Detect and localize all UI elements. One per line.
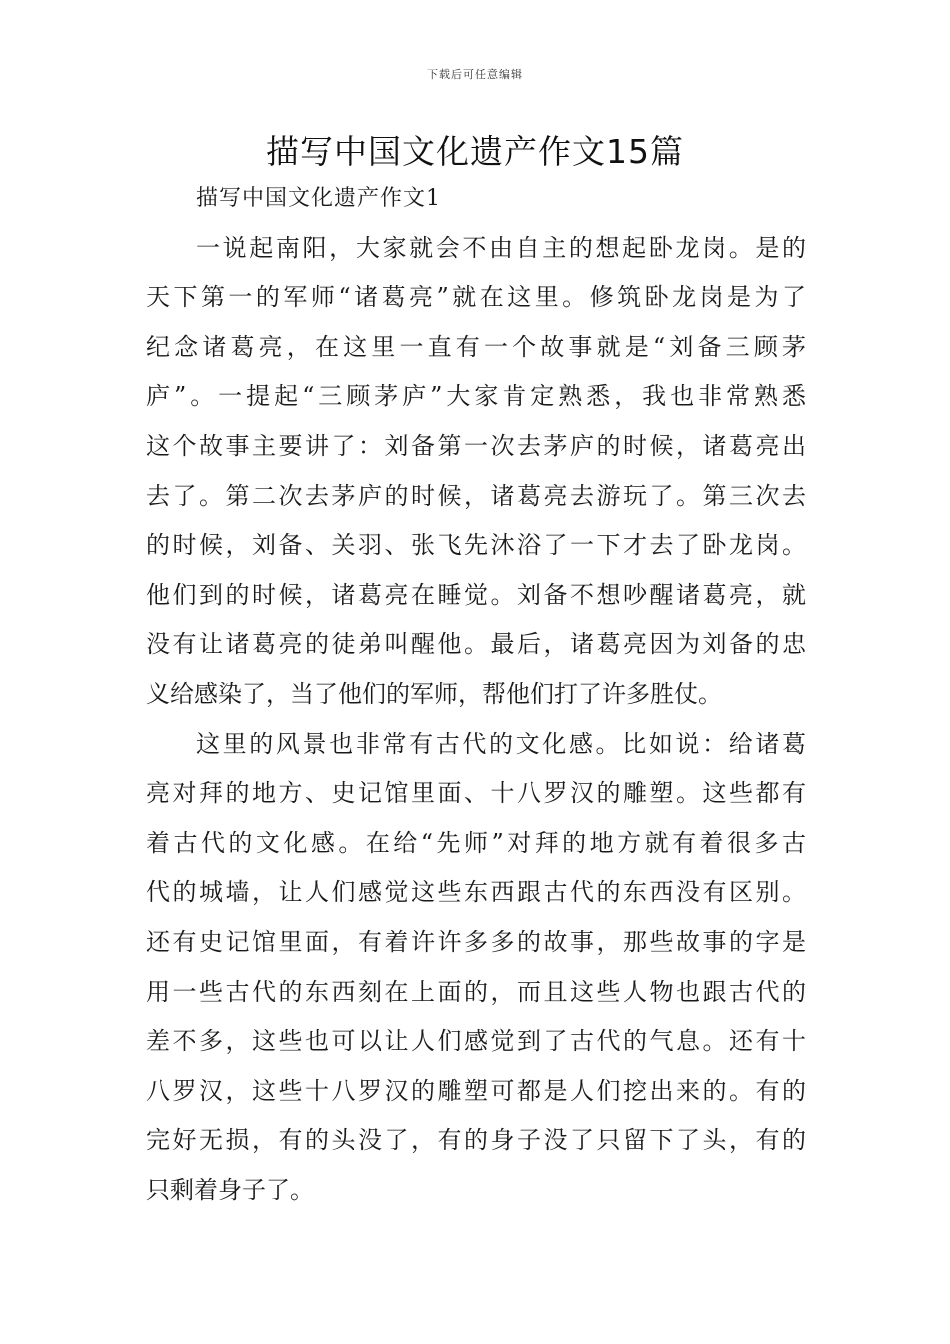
paragraph-line: 八罗汉，这些十八罗汉的雕塑可都是人们挖出来的。有的	[146, 1077, 806, 1105]
paragraph-line: 没有让诸葛亮的徒弟叫醒他。最后，诸葛亮因为刘备的忠	[146, 630, 806, 658]
paragraph-line: 纪念诸葛亮，在这里一直有一个故事就是“刘备三顾茅	[146, 333, 806, 361]
paragraph-line: 这里的风景也非常有古代的文化感。比如说：给诸葛	[196, 730, 806, 758]
paragraph-line: 的时候，刘备、关羽、张飞先沐浴了一下才去了卧龙岗。	[146, 531, 806, 559]
paragraph-line: 去了。第二次去茅庐的时候，诸葛亮去游玩了。第三次去	[146, 482, 806, 510]
paragraph-line: 亮对拜的地方、史记馆里面、十八罗汉的雕塑。这些都有	[146, 779, 806, 807]
paragraph-line: 庐”。一提起“三顾茅庐”大家肯定熟悉，我也非常熟悉	[146, 382, 806, 410]
paragraph-line: 代的城墙，让人们感觉这些东西跟古代的东西没有区别。	[146, 878, 806, 906]
paragraph-line: 他们到的时候，诸葛亮在睡觉。刘备不想吵醒诸葛亮，就	[146, 581, 806, 609]
document-title: 描写中国文化遗产作文15篇	[266, 132, 684, 171]
paragraph-line: 义给感染了，当了他们的军师，帮他们打了许多胜仗。	[146, 680, 722, 708]
paragraph-line: 天下第一的军师“诸葛亮”就在这里。修筑卧龙岗是为了	[146, 283, 806, 311]
paragraph-line: 一说起南阳，大家就会不由自主的想起卧龙岗。是的	[196, 234, 806, 262]
paragraph-line: 还有史记馆里面，有着许许多多的故事，那些故事的字是	[146, 928, 806, 956]
paragraph-line: 只剩着身子了。	[146, 1176, 314, 1204]
paragraph-line: 用一些古代的东西刻在上面的，而且这些人物也跟古代的	[146, 978, 806, 1006]
paragraph-line: 着古代的文化感。在给“先师”对拜的地方就有着很多古	[146, 829, 806, 857]
header-note: 下载后可任意编辑	[427, 68, 523, 81]
paragraph-line: 完好无损，有的头没了，有的身子没了只留下了头，有的	[146, 1126, 806, 1154]
paragraph-line: 这个故事主要讲了：刘备第一次去茅庐的时候，诸葛亮出	[146, 432, 806, 460]
paragraph-line: 差不多，这些也可以让人们感觉到了古代的气息。还有十	[146, 1027, 806, 1055]
essay-subtitle: 描写中国文化遗产作文1	[196, 186, 441, 211]
